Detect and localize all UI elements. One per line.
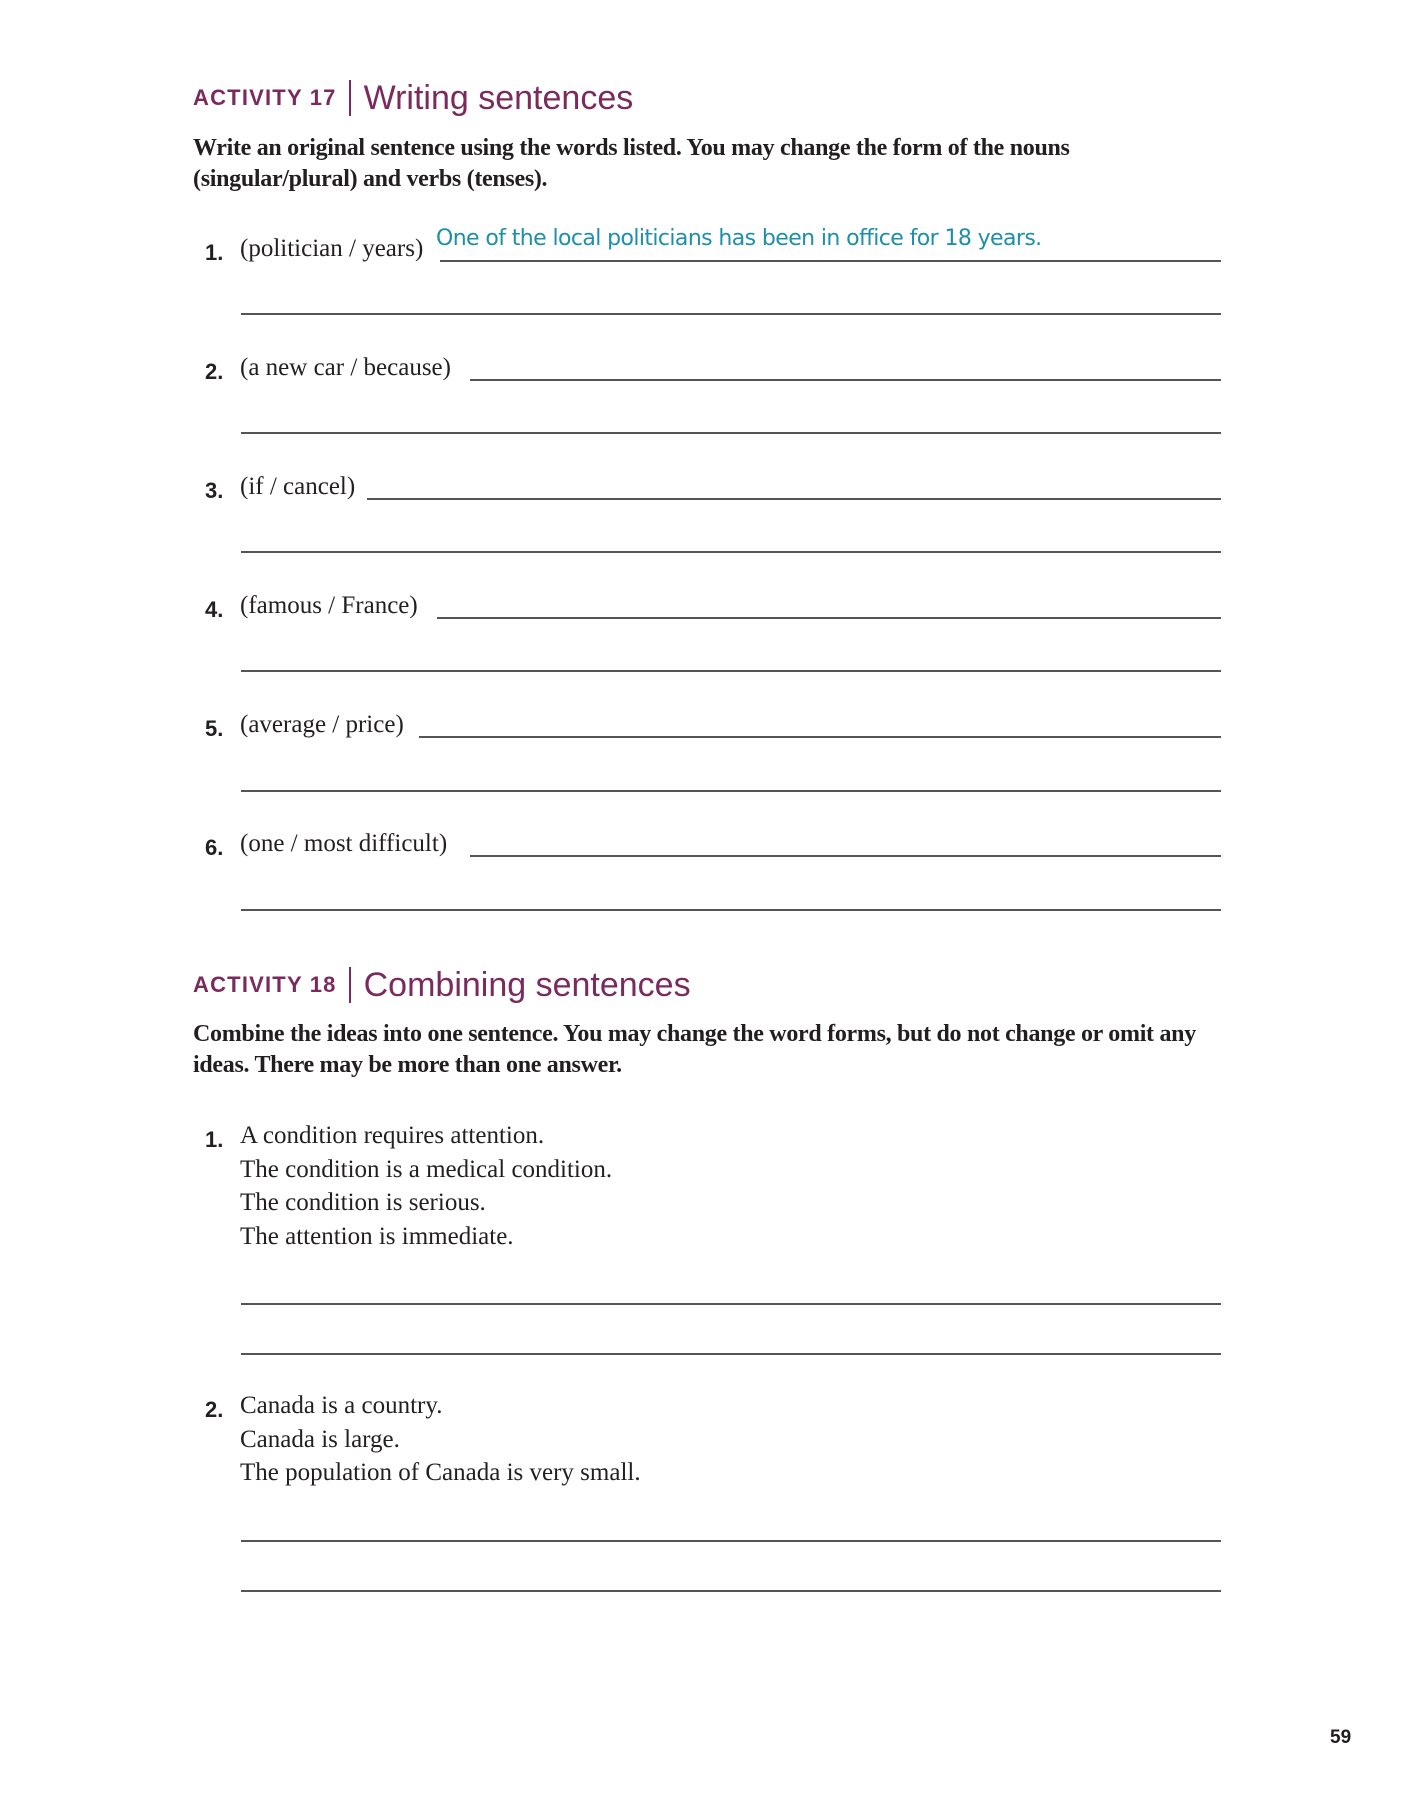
item-prompt: (politician / years) (240, 235, 424, 262)
activity-17-heading (193, 78, 633, 118)
answer-line[interactable] (241, 670, 1221, 672)
answer-line[interactable] (241, 432, 1221, 434)
activity-18-instructions: Combine the ideas into one sentence. You may change the word forms, but do not change or omit any ideas. There may be more than one answer. (193, 1021, 1196, 1078)
sentence-line: The attention is immediate. (240, 1223, 514, 1250)
answer-line[interactable] (470, 855, 1221, 857)
item-number: 6. (205, 835, 224, 860)
page-number: 59 (1330, 1727, 1352, 1748)
answer-line[interactable] (241, 1303, 1221, 1305)
item-number: 3. (205, 478, 224, 503)
activity-title: Combining sentences (363, 965, 691, 1004)
answer-line[interactable] (419, 736, 1221, 738)
item-prompt: (average / price) (240, 711, 404, 738)
activity-18-heading (193, 965, 691, 1005)
answer-line[interactable] (241, 1590, 1221, 1592)
sentence-line: The condition is a medical condition. (240, 1156, 613, 1183)
item-number: 5. (205, 716, 224, 741)
answer-line[interactable] (367, 498, 1221, 500)
activity-17-instructions: Write an original sentence using the words listed. You may change the form of the nouns (singular/plural) and verbs (tenses). (193, 135, 1070, 192)
handwritten-answer[interactable]: One of the local politicians has been in office for 18 years. (436, 226, 1042, 251)
answer-line[interactable] (241, 909, 1221, 911)
item-number: 4. (205, 597, 224, 622)
answer-line[interactable] (241, 1353, 1221, 1355)
answer-line[interactable] (437, 617, 1221, 619)
answer-line[interactable] (241, 313, 1221, 315)
item-number: 2. (205, 1397, 224, 1422)
sentence-line: Canada is a country. (240, 1392, 443, 1419)
item-prompt: (a new car / because) (240, 354, 451, 381)
activity-label: ACTIVITY 17 (193, 85, 337, 110)
answer-line[interactable] (241, 1540, 1221, 1542)
answer-line[interactable] (440, 260, 1221, 262)
sentence-line: The population of Canada is very small. (240, 1459, 641, 1486)
item-prompt: (one / most difficult) (240, 830, 448, 857)
item-prompt: (if / cancel) (240, 473, 356, 500)
heading-divider (349, 967, 351, 1003)
item-number: 2. (205, 359, 224, 384)
item-prompt: (famous / France) (240, 592, 418, 619)
answer-line[interactable] (241, 551, 1221, 553)
answer-line[interactable] (241, 790, 1221, 792)
item-number: 1. (205, 1127, 224, 1152)
sentence-line: A condition requires attention. (240, 1122, 545, 1149)
activity-label: ACTIVITY 18 (193, 972, 337, 997)
sentence-line: Canada is large. (240, 1426, 400, 1453)
activity-title: Writing sentences (363, 78, 634, 117)
heading-divider (349, 80, 351, 116)
answer-line[interactable] (470, 379, 1221, 381)
sentence-line: The condition is serious. (240, 1189, 486, 1216)
item-number: 1. (205, 240, 224, 265)
